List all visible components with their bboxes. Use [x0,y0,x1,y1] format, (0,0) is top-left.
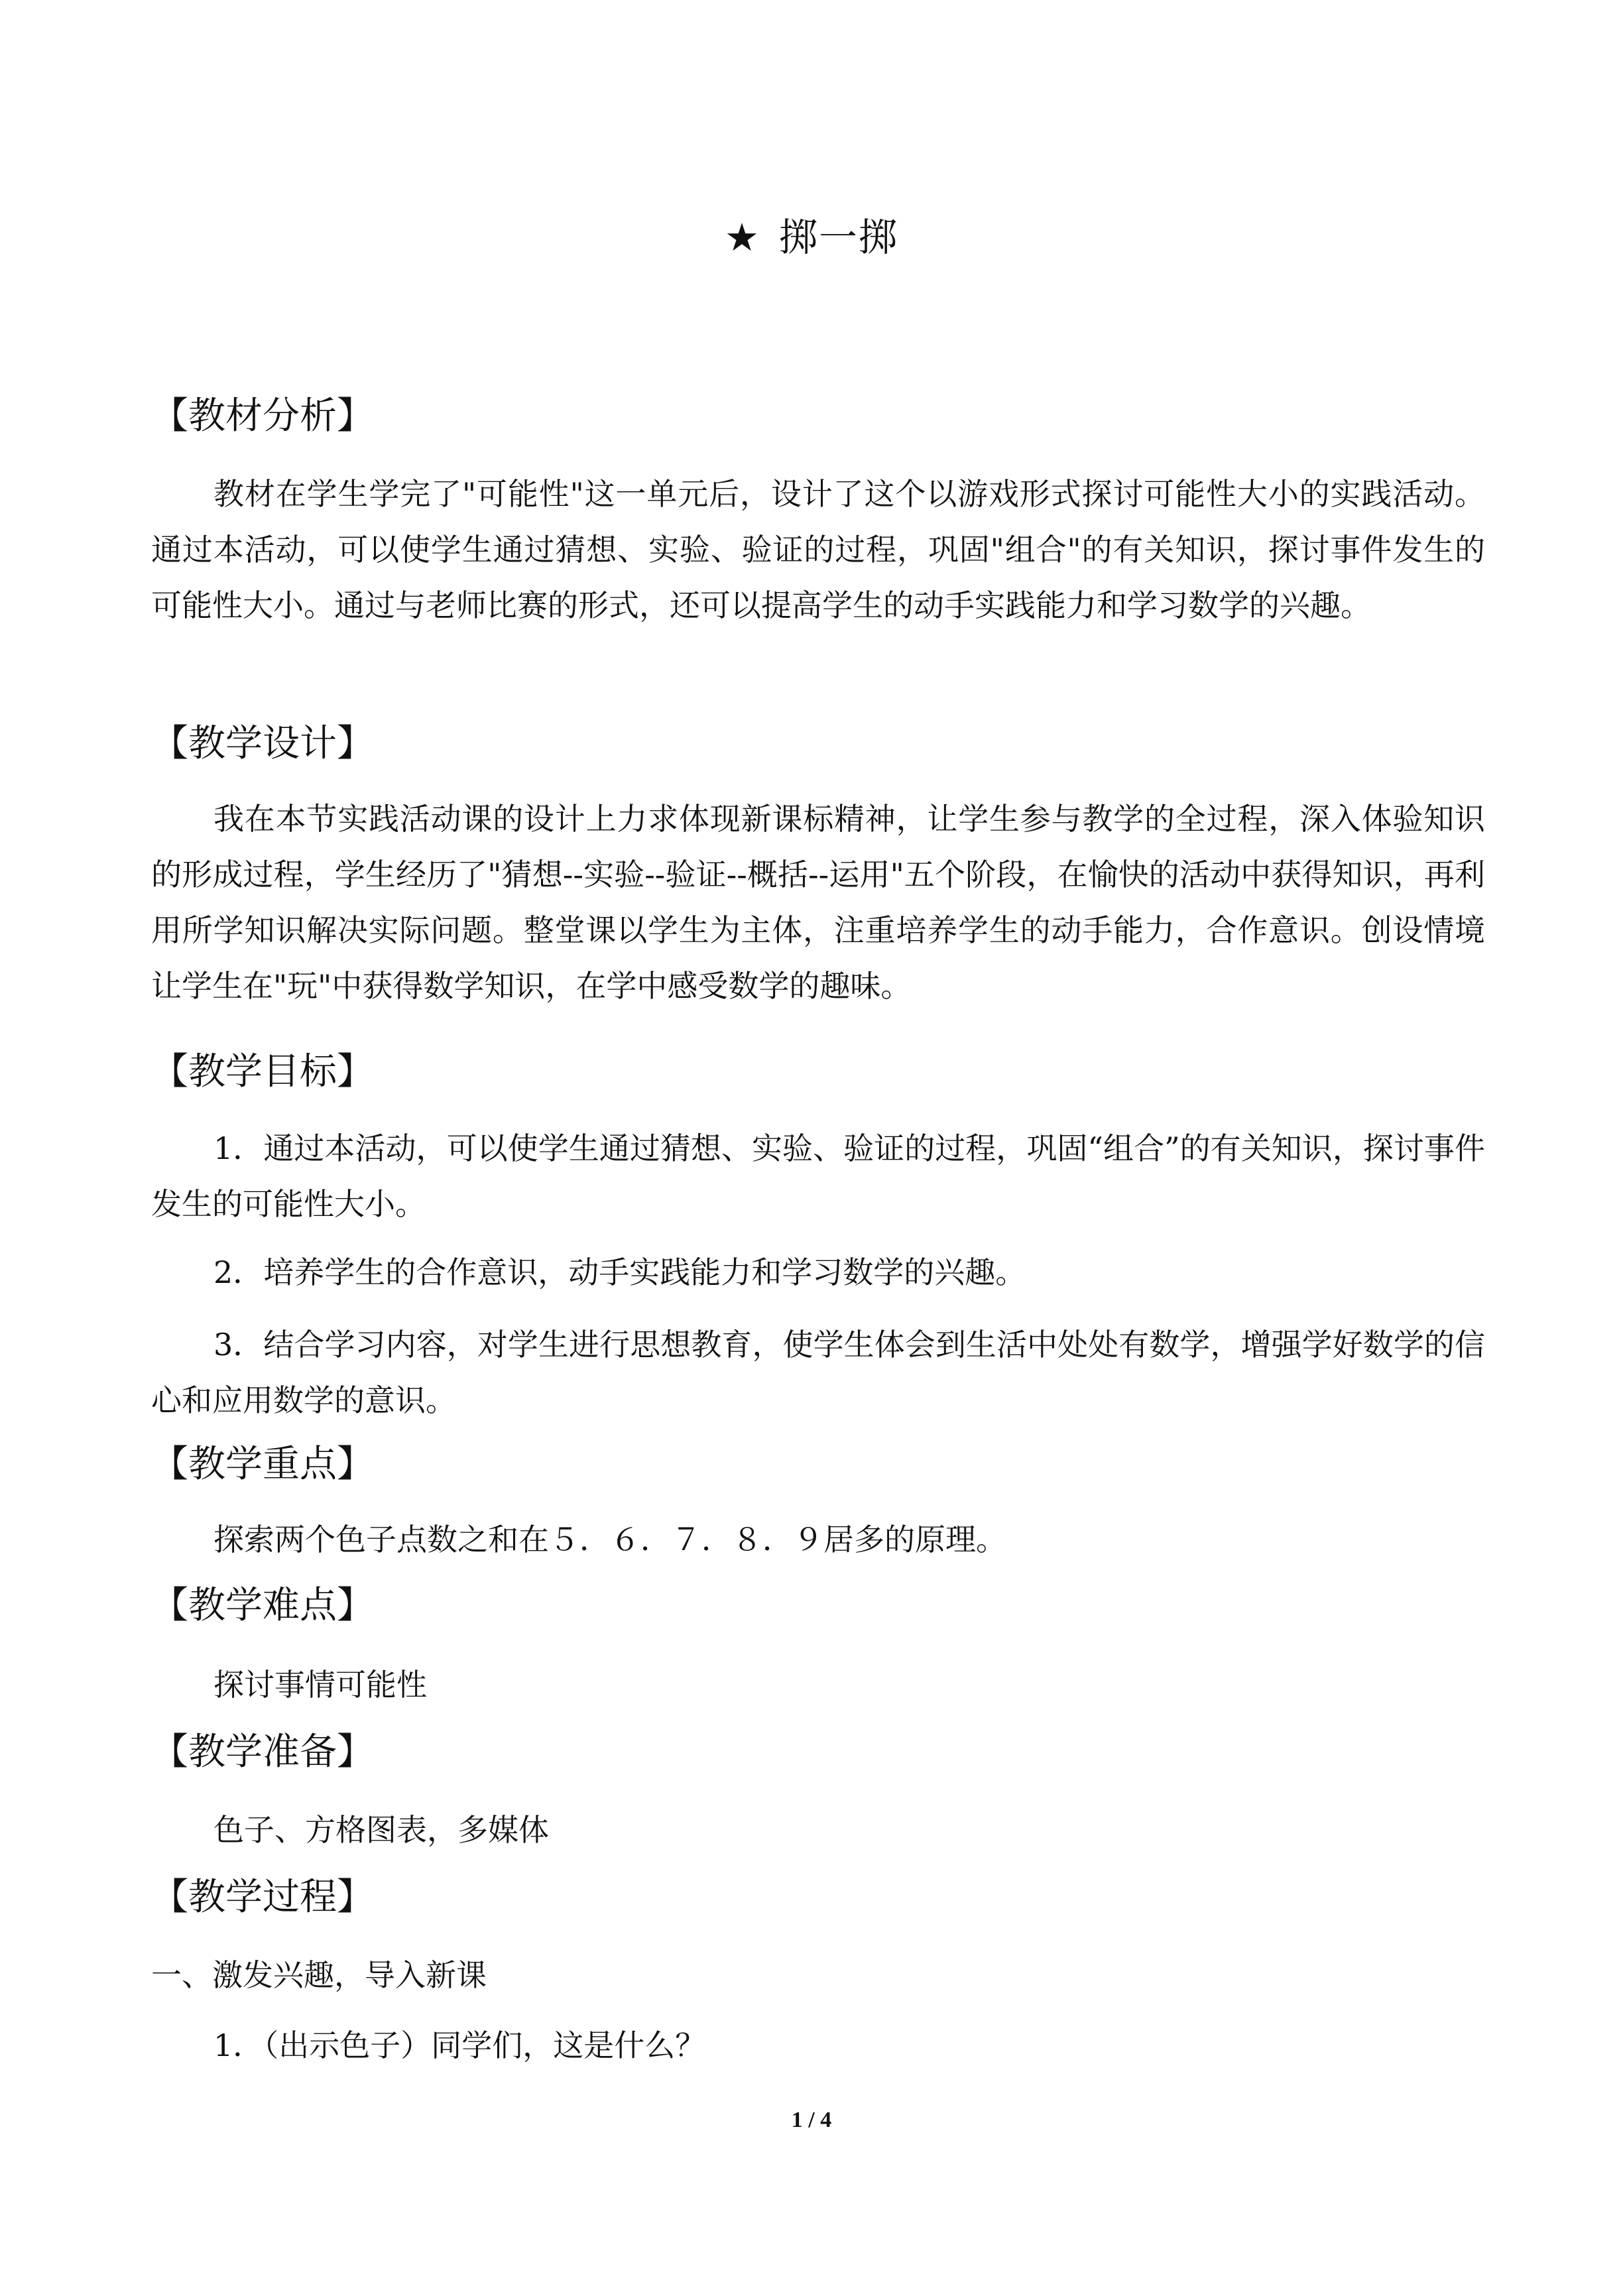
goal-item-1: 1．通过本活动，可以使学生通过猜想、实验、验证的过程，巩固“组合”的有关知识，探讨事件发生的可能性大小。 [151,1130,1485,1222]
page-number: 1 / 4 [791,2108,832,2132]
process-step-1-title: 一、激发兴趣，导入新课 [151,1957,487,1993]
heading-key-point: 【教学重点】 [151,1443,374,1486]
paragraph-preparation: 色子、方格图表，多媒体 [213,1812,549,1848]
heading-design: 【教学设计】 [151,722,374,765]
heading-difficulty: 【教学难点】 [151,1584,374,1627]
heading-preparation: 【教学准备】 [151,1730,374,1774]
goal-item-2: 2．培养学生的合作意识，动手实践能力和学习数学的兴趣。 [213,1254,1026,1290]
goal-item-3: 3．结合学习内容，对学生进行思想教育，使学生体会到生活中处处有数学，增强学好数学的信心和应用数学的意识。 [151,1327,1485,1418]
heading-goals: 【教学目标】 [151,1050,374,1093]
paragraph-analysis: 教材在学生学完了"可能性"这一单元后，设计了这个以游戏形式探讨可能性大小的实践活动。通过本活动，可以使学生通过猜想、实验、验证的过程，巩固"组合"的有关知识，探讨事件发生的可能性大小。通过与老师比赛的形式，还可以提高学生的动手实践能力和学习数学的兴趣。 [151,476,1485,623]
heading-process: 【教学过程】 [151,1876,374,1919]
paragraph-key-point: 探索两个色子点数之和在５．６．７．８．９居多的原理。 [213,1522,1006,1557]
paragraph-design: 我在本节实践活动课的设计上力求体现新课标精神，让学生参与教学的全过程，深入体验知识的形成过程，学生经历了"猜想--实验--验证--概括--运用"五个阶段，在愉快的活动中获得知识，再利用所学知识解决实际问题。整堂课以学生为主体，注重培养学生的动手能力，合作意识。创设情境让学生在"玩"中获得数学知识，在学中感受数学的趣味。 [151,801,1485,1004]
process-step-1-item-1: 1．（出示色子）同学们，这是什么？ [213,2027,706,2063]
heading-analysis: 【教材分析】 [151,394,374,438]
star-icon: ★ [724,215,760,260]
title-text: 掷一掷 [778,215,898,260]
page-title [0,211,1623,264]
paragraph-difficulty: 探讨事情可能性 [213,1667,427,1703]
